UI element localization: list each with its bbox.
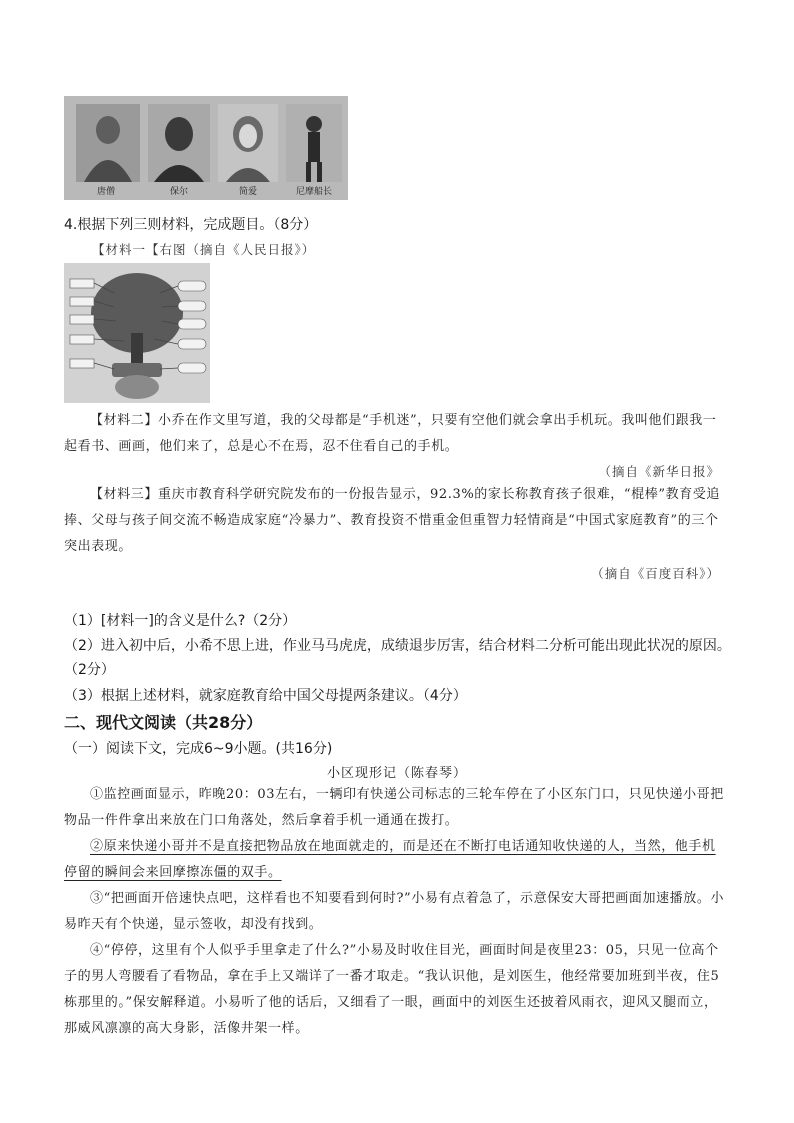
caption: 唐僧: [96, 187, 115, 197]
portrait-image: [218, 104, 278, 182]
article-paragraph-2: ②原来快递小哥并不是直接把物品放在地面就走的，而是还在不断打电话通知收快递的人，当然，他手机停留的瞬间会来回摩擦冻僵的双手。: [64, 839, 716, 880]
material-2-paragraph: 【材料二】小乔在作文里写道，我的父母都是“手机迷”，只要有空他们就会拿出手机玩。我叫他们跟我一起看书、画画，他们来了，总是心不在焉，忍不住看自己的手机。: [64, 413, 717, 454]
material-3-source: （摘自《百度百科》）: [591, 566, 720, 581]
section-2-subheading: （一）阅读下文，完成6~9小题。(共16分): [64, 741, 333, 757]
question-4-1: （1）[材料一]的含义是什么?（2分）: [64, 613, 297, 629]
material-2-source: （摘自《新华日报》: [598, 464, 720, 479]
material-3-paragraph: 【材料三】重庆市教育科学研究院发布的一份报告显示，92.3%的家长称教育孩子很难，“棍棒”教育受追捧、父母与孩子间交流不畅造成家庭“冷暴力”、教育投资不惜重金但重智力轻情商是“中国式家庭教育”的三个突出表现。: [64, 487, 720, 554]
family-education-tree-image: [64, 263, 210, 403]
question-4-heading: 4.根据下列三则材料，完成题目。（8分）: [64, 217, 318, 233]
article-title: 小区现形记（陈春琴）: [326, 766, 467, 781]
section-2-heading: 二、现代文阅读（共28分）: [64, 713, 263, 732]
caption: 保尔: [169, 187, 188, 197]
caption: 简爱: [238, 187, 257, 197]
portrait-image: [76, 104, 140, 182]
portrait-image: [286, 104, 342, 182]
article-paragraph-4: ④“停停，这里有个人似乎手里拿走了什么?”小易及时收住目光，画面时间是夜里23：05，只见一位高个子的男人弯腰看了看物品，拿在手上又端详了一番才取走。“我认识他，是刘医生，他经常要加班到半夜，住5栋那里的。”保安解释道。小易听了他的话后，又细看了一眼，画面中的刘医生还披着风雨衣，迎风又腿而立，那威风凛凛的高大身影，活像井架一样。: [64, 943, 720, 1036]
material-1-label: 【材料一【右图（摘自《人民日报》）: [92, 242, 316, 257]
character-pictures-strip: [64, 96, 348, 200]
article-paragraph-3: ③“把画面开倍速快点吧，这样看也不知要看到何时?”小易有点着急了，示意保安大哥把画面加速播放。小易昨天有个快递，显示签收，却没有找到。: [64, 891, 725, 932]
caption: 尼摩船长: [295, 187, 332, 197]
question-4-2: （2）进入初中后，小希不思上进，作业马马虎虎，成绩退步厉害，结合材料二分析可能出现此状况的原因。（2分）: [64, 638, 731, 678]
article-paragraph-1: ①监控画面显示，昨晚20：03左右，一辆印有快递公司标志的三轮车停在了小区东门口，只见快递小哥把物品一件件拿出来放在门口角落处，然后拿着手机一通通在拨打。: [64, 787, 724, 828]
portrait-image: [148, 104, 210, 182]
question-4-3: （3）根据上述材料，就家庭教育给中国父母提两条建议。（4分）: [64, 688, 467, 704]
